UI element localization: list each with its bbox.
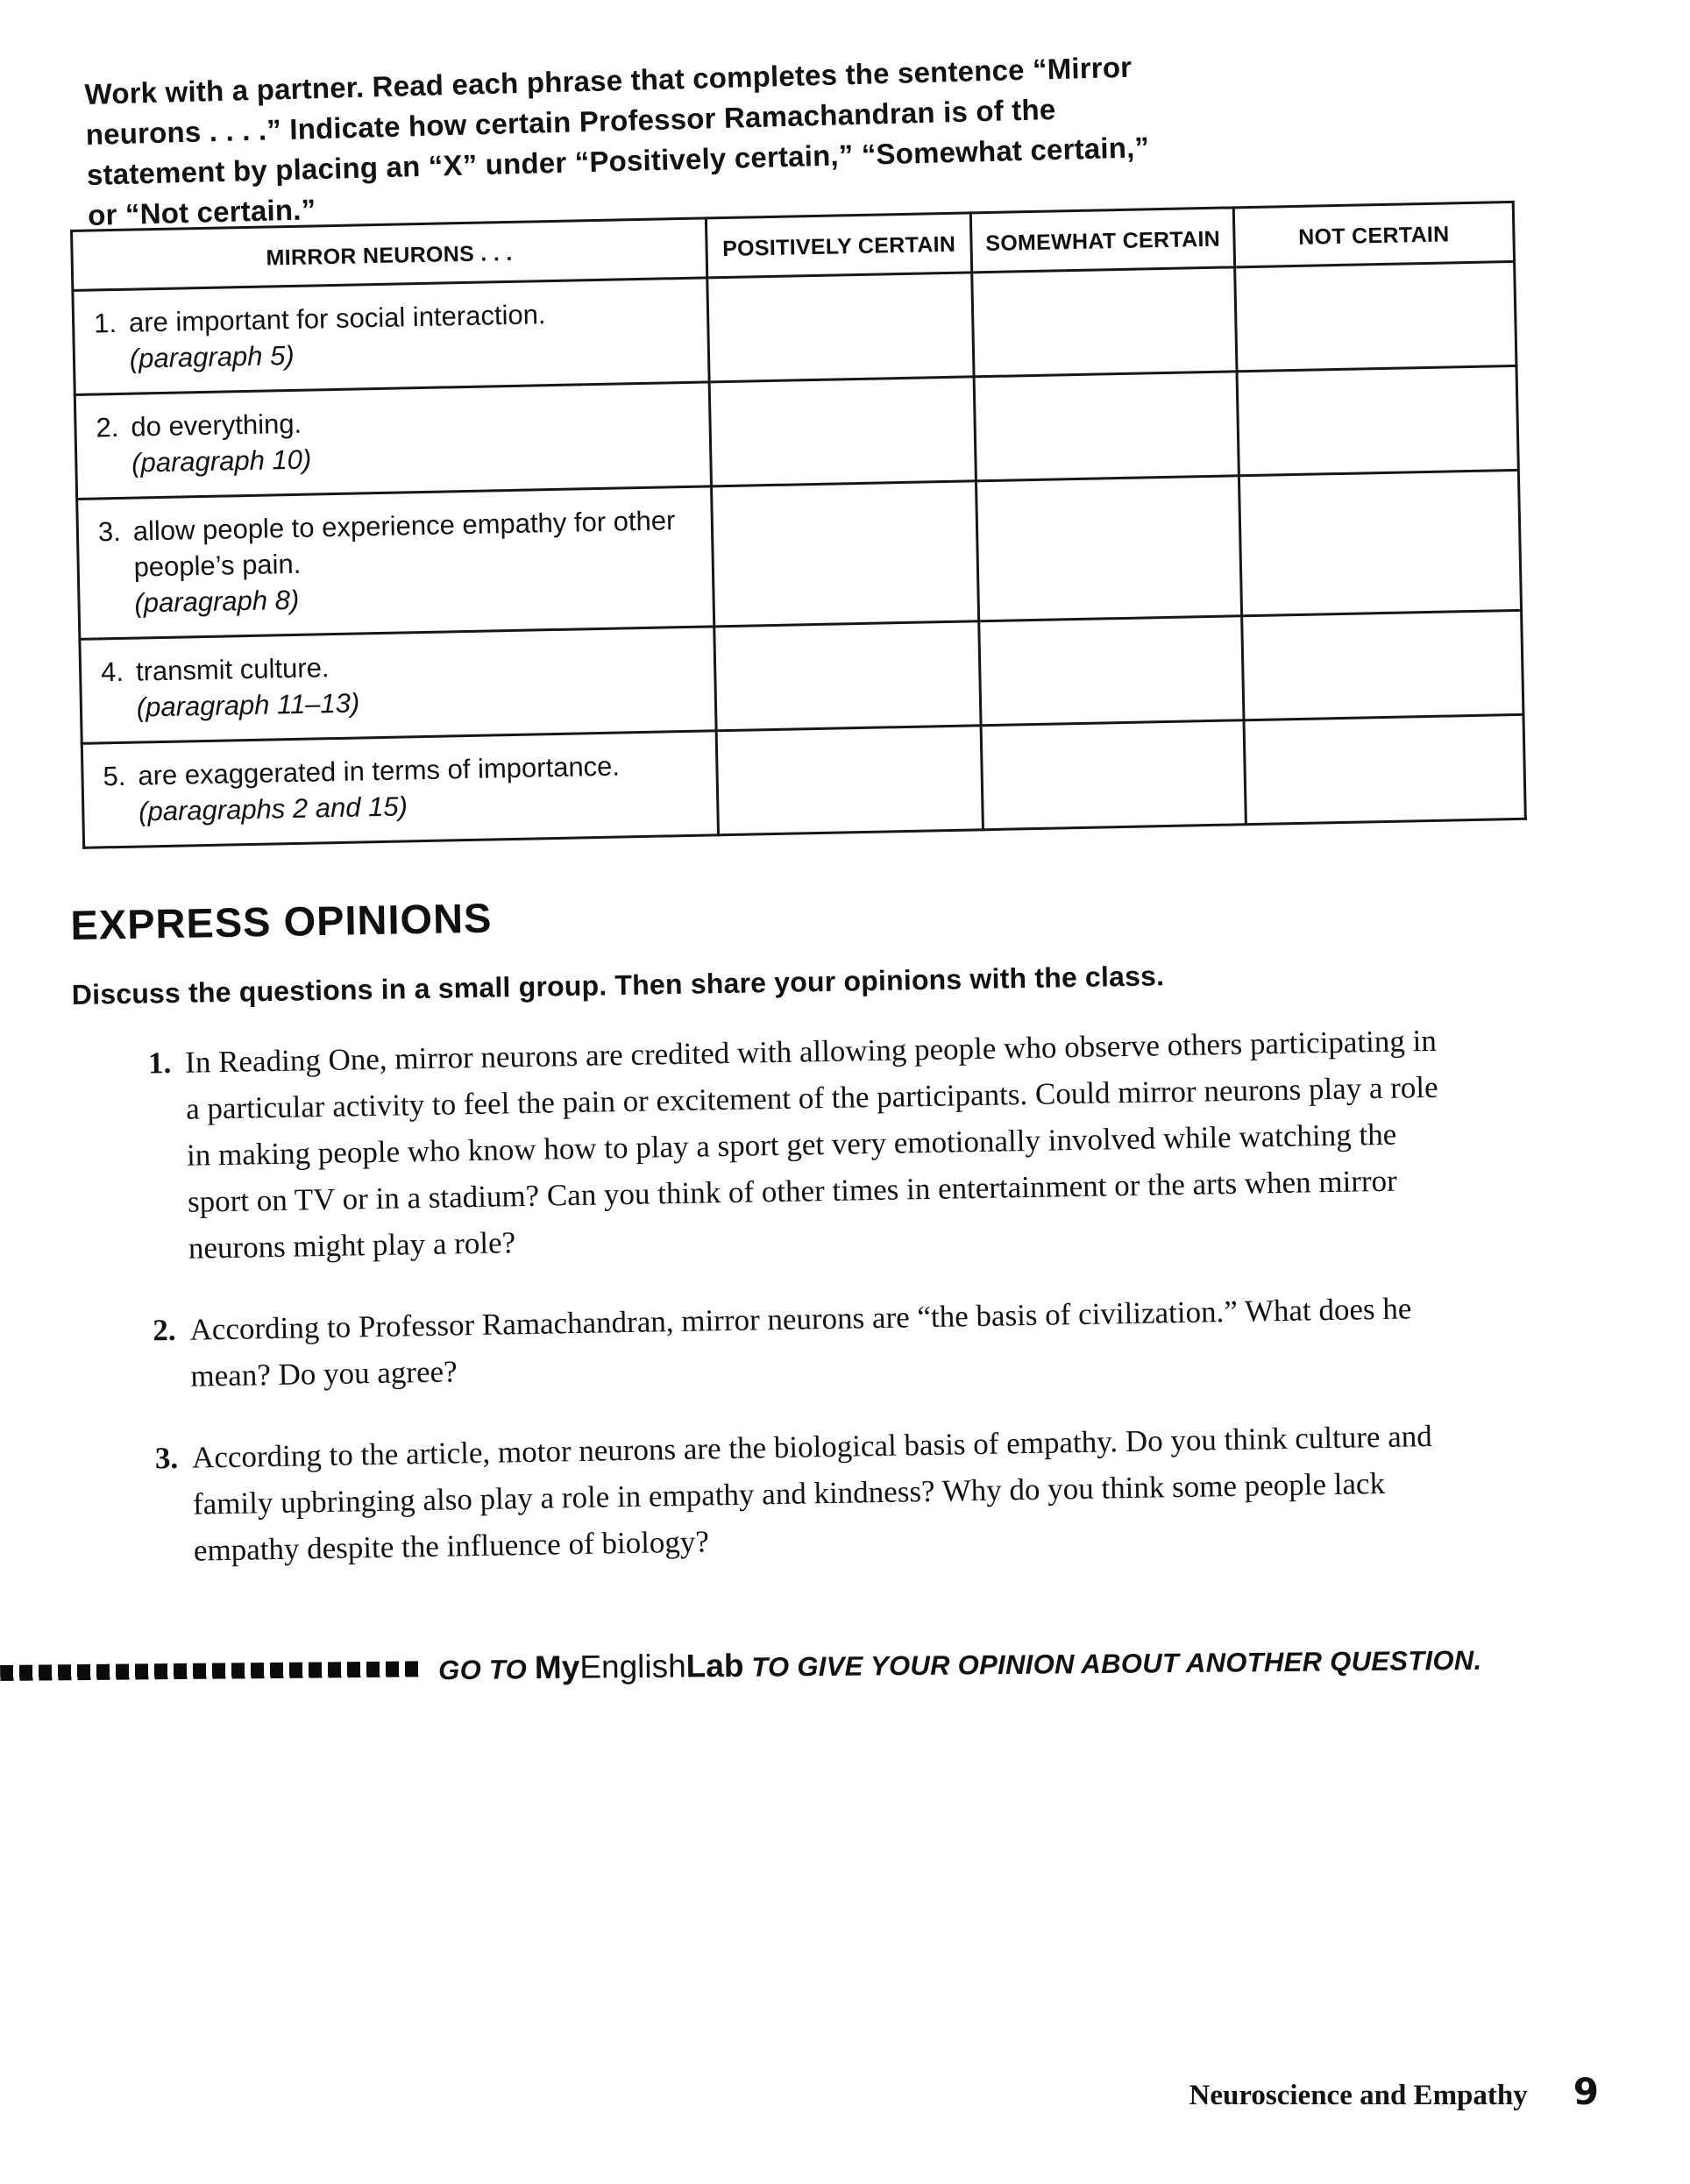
answer-cell-not [1239,470,1521,615]
answer-cell-not [1244,714,1525,824]
express-opinions-heading: EXPRESS OPINIONS [70,894,493,948]
myenglishlab-brand [535,1648,744,1685]
paragraph-reference: (paragraph 11–13) [136,687,360,723]
myenglishlab-banner [0,1640,1587,1691]
column-header-positively-certain: POSITIVELY CERTAIN [706,213,972,278]
phrase-text [132,502,699,621]
intro-paragraph: Work with a partner. Read each phrase that completes the sentence “Mirror neurons . . . .” Indicate how certain Professor Ramachandran is of the statement by placing an “X” under “Positively certain,” “Somewhat certain,” or “Not certain.” [84,50,1150,231]
phrase-statement: are important for social interaction. [128,299,546,338]
phrase-statement: are exaggerated in terms of importance. [138,750,621,791]
paragraph-reference: (paragraph 8) [134,584,300,619]
page-footer [1189,2070,1599,2113]
question-item [136,1018,1454,1273]
phrase-text [129,294,695,377]
express-opinions-instruction: Discuss the questions in a small group. Then share your opinions with the class. [71,960,1165,1010]
go-to-label: GO TO [438,1654,528,1686]
answer-cell-somewhat [972,267,1237,377]
question-text: According to Professor Ramachandran, mirror neurons are “the basis of civilization.” What does he mean? Do you agree? [189,1291,1412,1393]
unit-title: Neuroscience and Empathy [1189,2080,1528,2111]
question-item [143,1412,1460,1574]
answer-cell-positively [716,726,983,835]
phrase-text [138,747,704,830]
brand-english: English [579,1648,686,1685]
paragraph-reference: (paragraphs 2 and 15) [138,791,408,827]
answer-cell-not [1241,610,1523,720]
answer-cell-not [1237,365,1518,475]
phrase-statement: do everything. [131,408,302,443]
phrase-statement: allow people to experience empathy for other people’s pain. [132,505,676,583]
question-text: In Reading One, mirror neurons are credited with allowing people who observe others participating in a particular activity to feel the pain or excitement of the participants. Could mirror neurons play a role in making people who know how to play a sport get very emotionally involved while watching the sport on TV or in a stadium? Can you think of other times in entertainment or the arts when mirror neurons might play a role? [184,1023,1438,1266]
phrase-text [131,398,697,481]
phrase-number: 2. [96,411,119,443]
banner-text [438,1641,1482,1687]
paragraph-reference: (paragraph 10) [131,443,312,479]
question-number: 1. [147,1046,172,1081]
phrase-cell [77,486,714,639]
phrase-number: 4. [100,656,124,688]
question-number: 3. [154,1440,179,1476]
answer-cell-somewhat [976,476,1242,621]
phrase-number: 1. [93,307,117,339]
answer-cell-somewhat [982,720,1246,830]
answer-cell-somewhat [975,372,1239,481]
brand-lab: Lab [685,1647,744,1684]
phrase-number: 5. [103,760,126,792]
phrase-number: 3. [97,515,122,548]
phrase-cell [82,731,718,848]
banner-rest-text: TO GIVE YOUR OPINION ABOUT ANOTHER QUESTION. [751,1644,1482,1683]
answer-cell-positively [714,621,982,731]
answer-cell-positively [707,273,975,382]
answer-cell-positively [709,377,976,486]
column-header-not-certain: NOT CERTAIN [1233,202,1514,266]
phrase-cell [80,627,716,744]
answer-cell-positively [711,481,979,627]
dashed-separator [0,1661,419,1681]
answer-cell-not [1234,261,1516,371]
page-number: 9 [1573,2070,1599,2113]
question-number: 2. [152,1312,176,1348]
phrase-cell [73,278,709,395]
phrase-text [136,642,702,726]
column-header-mirror-neurons: MIRROR NEURONS . . . [72,218,707,291]
question-text: According to the article, motor neurons are the biological basis of empathy. Do you think culture and family upbringing also play a role in empathy and kindness? Why do you think some people lack empathy despite the influence of biology? [191,1418,1433,1568]
express-opinions-section [70,876,1494,1611]
phrase-statement: transmit culture. [135,652,330,687]
question-item [140,1284,1457,1400]
certainty-table [70,201,1527,849]
column-header-somewhat-certain: SOMEWHAT CERTAIN [971,208,1235,273]
paragraph-reference: (paragraph 5) [129,339,295,374]
certainty-table-wrapper [70,201,1527,849]
answer-cell-somewhat [979,616,1244,726]
question-list [73,1017,1493,1576]
phrase-cell [75,382,711,500]
brand-my: My [534,1649,580,1686]
